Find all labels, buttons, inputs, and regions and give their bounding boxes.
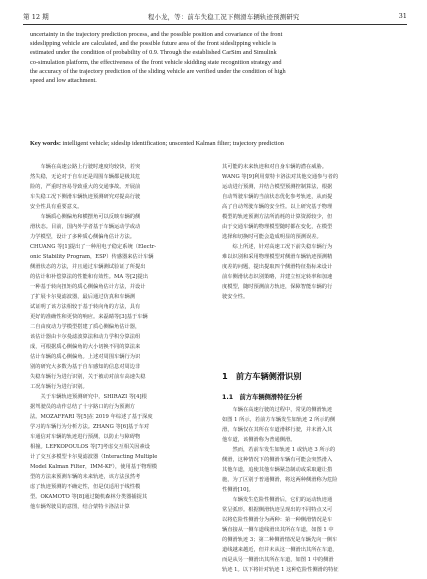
abstract-line: the accuracy of the trajectory prediction of the sliding vehicle are verified under the condition of high [30,67,286,75]
paragraph-line: 其可能的未来轨迹和对自身车辆的潜在威胁。 [222,164,327,170]
paragraph-line: 相撞。LEFKOPOULOS 等[7]考虑交互相关因素设 [30,444,151,450]
paragraph-line: 失稳车辆行为进行识别，关于被动对前车高速失稳 [30,374,146,380]
paragraph-line: 车辆在高速公路上行驶时速度均较快，若突 [30,164,141,170]
subsection-heading: 1.1 前方车辆侧滑特征分析 [222,394,303,401]
paragraph-line: 车辆发生危险性侧滑后，它们的运动轨迹通 [222,497,333,503]
keywords-label: Key words: [30,140,61,147]
abstract-line: sideslipping vehicle are calculated, and the possible future area of the front sideslipping vehicle is [30,40,277,48]
paragraph-line: 成，可根据质心侧偏角的大小切换不同的算法来 [30,344,141,350]
paragraph-line: CHUANG 等[1]提出了一种用电子稳定系统（Electr- [30,244,156,250]
paragraph-line: 常呈弧形。根据侧滑轨迹呈现出的不同特点又可 [222,507,333,513]
paragraph-line: 侧滑，这种情况下的侧滑车辆有可能会突然滑入 [222,457,333,463]
paragraph-line: 性侧滑[10]。 [222,487,254,493]
paragraph-line: 计了交互多模型卡尔曼滤波器（Interacting Multiple [30,454,158,460]
paragraph-line: 辆直接从一侧车道线滑出其所在车道，如图 1 中 [222,527,334,533]
paragraph-line: 别的研究大多数为基于自车感知的信息对周边非 [30,364,141,370]
paragraph-line: 侧滑状态的方法，并且通过车辆测试验证了所提出 [30,264,146,270]
paragraph-line: Model Kalman Filter，IMM-KF），使用基于物理模 [30,464,158,470]
paragraph-line: 车辆质心侧偏角和横摆角可以反映车辆的侧 [30,214,141,220]
paragraph-line: 滑，车辆仅在其所在车道滑移行驶，并未滑入其 [222,427,333,433]
page-number: 31 [398,12,407,20]
paragraph-line: 据驾驶员的动作总结了十字路口的行为预测方 [30,404,135,410]
paragraph-line: 了扩展卡尔曼滤波器，最后通过仿真和车辆测 [30,294,135,300]
paragraph-line: 运动进行预测，并结合模型预测控制算法，根据 [222,184,333,190]
paragraph-line: onic Stability Program，ESP）传感器来估计车辆 [30,254,154,260]
paragraph-line: 估计车辆的质心侧偏角。上述对周围车辆行为识 [30,354,141,360]
paragraph-line: 如图 1 所示，若前方车辆发生如轨迹 2 所示的侧 [222,417,336,423]
english-abstract [30,30,386,85]
paragraph-line: 自动驾驶车辆的当前状态优化参考轨迹，从而提 [222,194,333,200]
paragraph-line: 车通信对车辆的轨迹进行预测，以防止与障碍物 [30,434,141,440]
header-rule [23,24,407,25]
paragraph-line: 他车辆驾驶员的意图，结合蒙特卡洛法计算 [30,504,130,510]
paragraph-line: 难以识别和采用物理模型对侧滑车辆轨迹预测精 [222,254,333,260]
paragraph-line: 法。MOZAFFARI 等[5]在 2019 年综述了基于深度 [30,414,153,420]
paragraph-line: 然而，若前车发生如轨迹 1 或轨迹 3 所示的 [222,447,336,453]
keywords-text: intelligent vehicle; sideslip identification; unscented Kalman filter; trajectory prediction [62,140,284,147]
paragraph-line: 学习的车辆行为分析方法。ZHANG 等[6]基于车对 [30,424,150,430]
paragraph-line: 其他车道，追使其他车辆紧急制动或采取避让措 [222,467,333,473]
body-right-column-top [222,162,403,302]
paragraph-line: 道线越来越近，但并未从这一侧滑出其所在车道， [222,547,338,553]
paragraph-line: 轨迹 1。以下将针对轨迹 1 这种危险性侧滑的特征 [222,567,339,573]
issue-number: 第 12 期 [23,13,49,21]
paragraph-line: 高了自动驾驶车辆的安全性。以上研究基于物理 [222,204,333,210]
paragraph-line: 综上所述，针对高速工况下前失稳车辆行为 [222,244,333,250]
paragraph-line: 险的，严重时容易导致重大的交通事故。开展前 [30,184,141,190]
running-title: 程小龙，等：前车失稳工况下侧滑车辆轨迹预测研究 [147,12,300,21]
running-header [23,10,407,22]
paragraph-line: 驶安全性。 [222,294,249,300]
abstract-line: estimated under the condition of probability of 0.9. Through the established CarSim and Simulink [30,49,277,57]
body-left-column [30,162,211,512]
keywords-line [30,140,386,147]
paragraph-line: 试证明了该方法相较于基于转向角的方法，具有 [30,304,141,310]
paragraph-line: 车辆在高速行驶的过程中，常见的侧滑轨迹 [222,407,333,413]
paragraph-line: 前车侧滑状态识别策略，并建立恒定转率和加速 [222,274,333,280]
paragraph-line: 该估计器由卡尔曼滤波算法和动力学积分算法组 [30,334,141,340]
paragraph-line: WANG 等[9]利用蒙特卡洛法对其他交通参与者的 [222,174,339,180]
paragraph-line: 度模型，随时预测前方轨迹，保障智能车辆的行 [222,284,333,290]
paragraph-line: 然失稳，无论对于自车还是周围车辆都是极其危 [30,174,141,180]
abstract-line: uncertainty in the trajectory prediction process, and the possible position and covariance of the front [30,31,283,38]
paragraph-line: 度差的问题，提出提取四个侧滑特征指标来设计 [222,264,333,270]
paragraph-line: 选择和切换时可能会造成明显的预测误差。 [222,234,322,240]
paragraph-line: 以将危险性侧滑分为两种：第一种侧滑情况是车 [222,517,333,523]
paragraph-line: 而是从另一侧滑出其所在车道，如图 1 中的侧滑 [222,557,334,563]
paragraph-line: 虑了轨迹预测的不确定性，但是仅适用于线性模 [30,484,141,490]
paragraph-line: 更好的准确性和更快的响应。来磊睛等[3]基于车辆 [30,314,148,320]
section-heading: 1 前方车辆侧滑识别 [222,371,302,381]
paragraph-line: 力学模型，设计了多种质心侧偏角估计方法。 [30,234,135,240]
body-right-column-bottom [222,405,403,575]
paragraph-line: 关于车辆轨迹预测研究中，SHIRAZI 等[4]根 [30,394,147,400]
paragraph-line: 一种基于转向扭矩的质心侧偏角估计方法，并设计 [30,284,146,290]
paragraph-line: 他车道，该侧滑称为普通侧滑。 [222,437,296,443]
paragraph-line: 由于交通车辆的物理模型随时都在变化，在模型 [222,224,333,230]
abstract-line: speed and low attachment. [30,77,97,85]
paragraph-line: 滑状态。目前，国内外学者基于车辆运动学或动 [30,224,141,230]
paragraph-line: 的估计和补偿算法的性能和有效性。MA 等[2]提出 [30,274,149,280]
paragraph-line: 的侧滑轨迹 3；第二种侧滑情况是车辆先向一侧车 [222,537,338,543]
paragraph-line: 二自由度动力学模型搭建了质心侧偏角估计器， [30,324,141,330]
paragraph-line: 车失稳工况下侧滑车辆轨迹预测研究对提高行驶 [30,194,141,200]
paragraph-line: 施，为了区别于普通侧滑，将这两种侧滑称为危险 [222,477,338,483]
abstract-line: co-simulation platform, the effectiveness of the front vehicle skidding state recognition strategy and [30,58,282,66]
paragraph-line: 型。OKAMOTO 等[8]通过随机森林分类器捕捉其 [30,494,148,500]
paragraph-line: 模型的轨迹预测方法所消耗的计算资源较少，但 [222,214,333,220]
paragraph-line: 型的方法来预测车辆的未来轨迹，该方法虽然考 [30,474,141,480]
paragraph-line: 安全性具有重要意义。 [30,204,83,210]
paragraph-line: 工况车辆行为进行识别。 [30,384,88,390]
